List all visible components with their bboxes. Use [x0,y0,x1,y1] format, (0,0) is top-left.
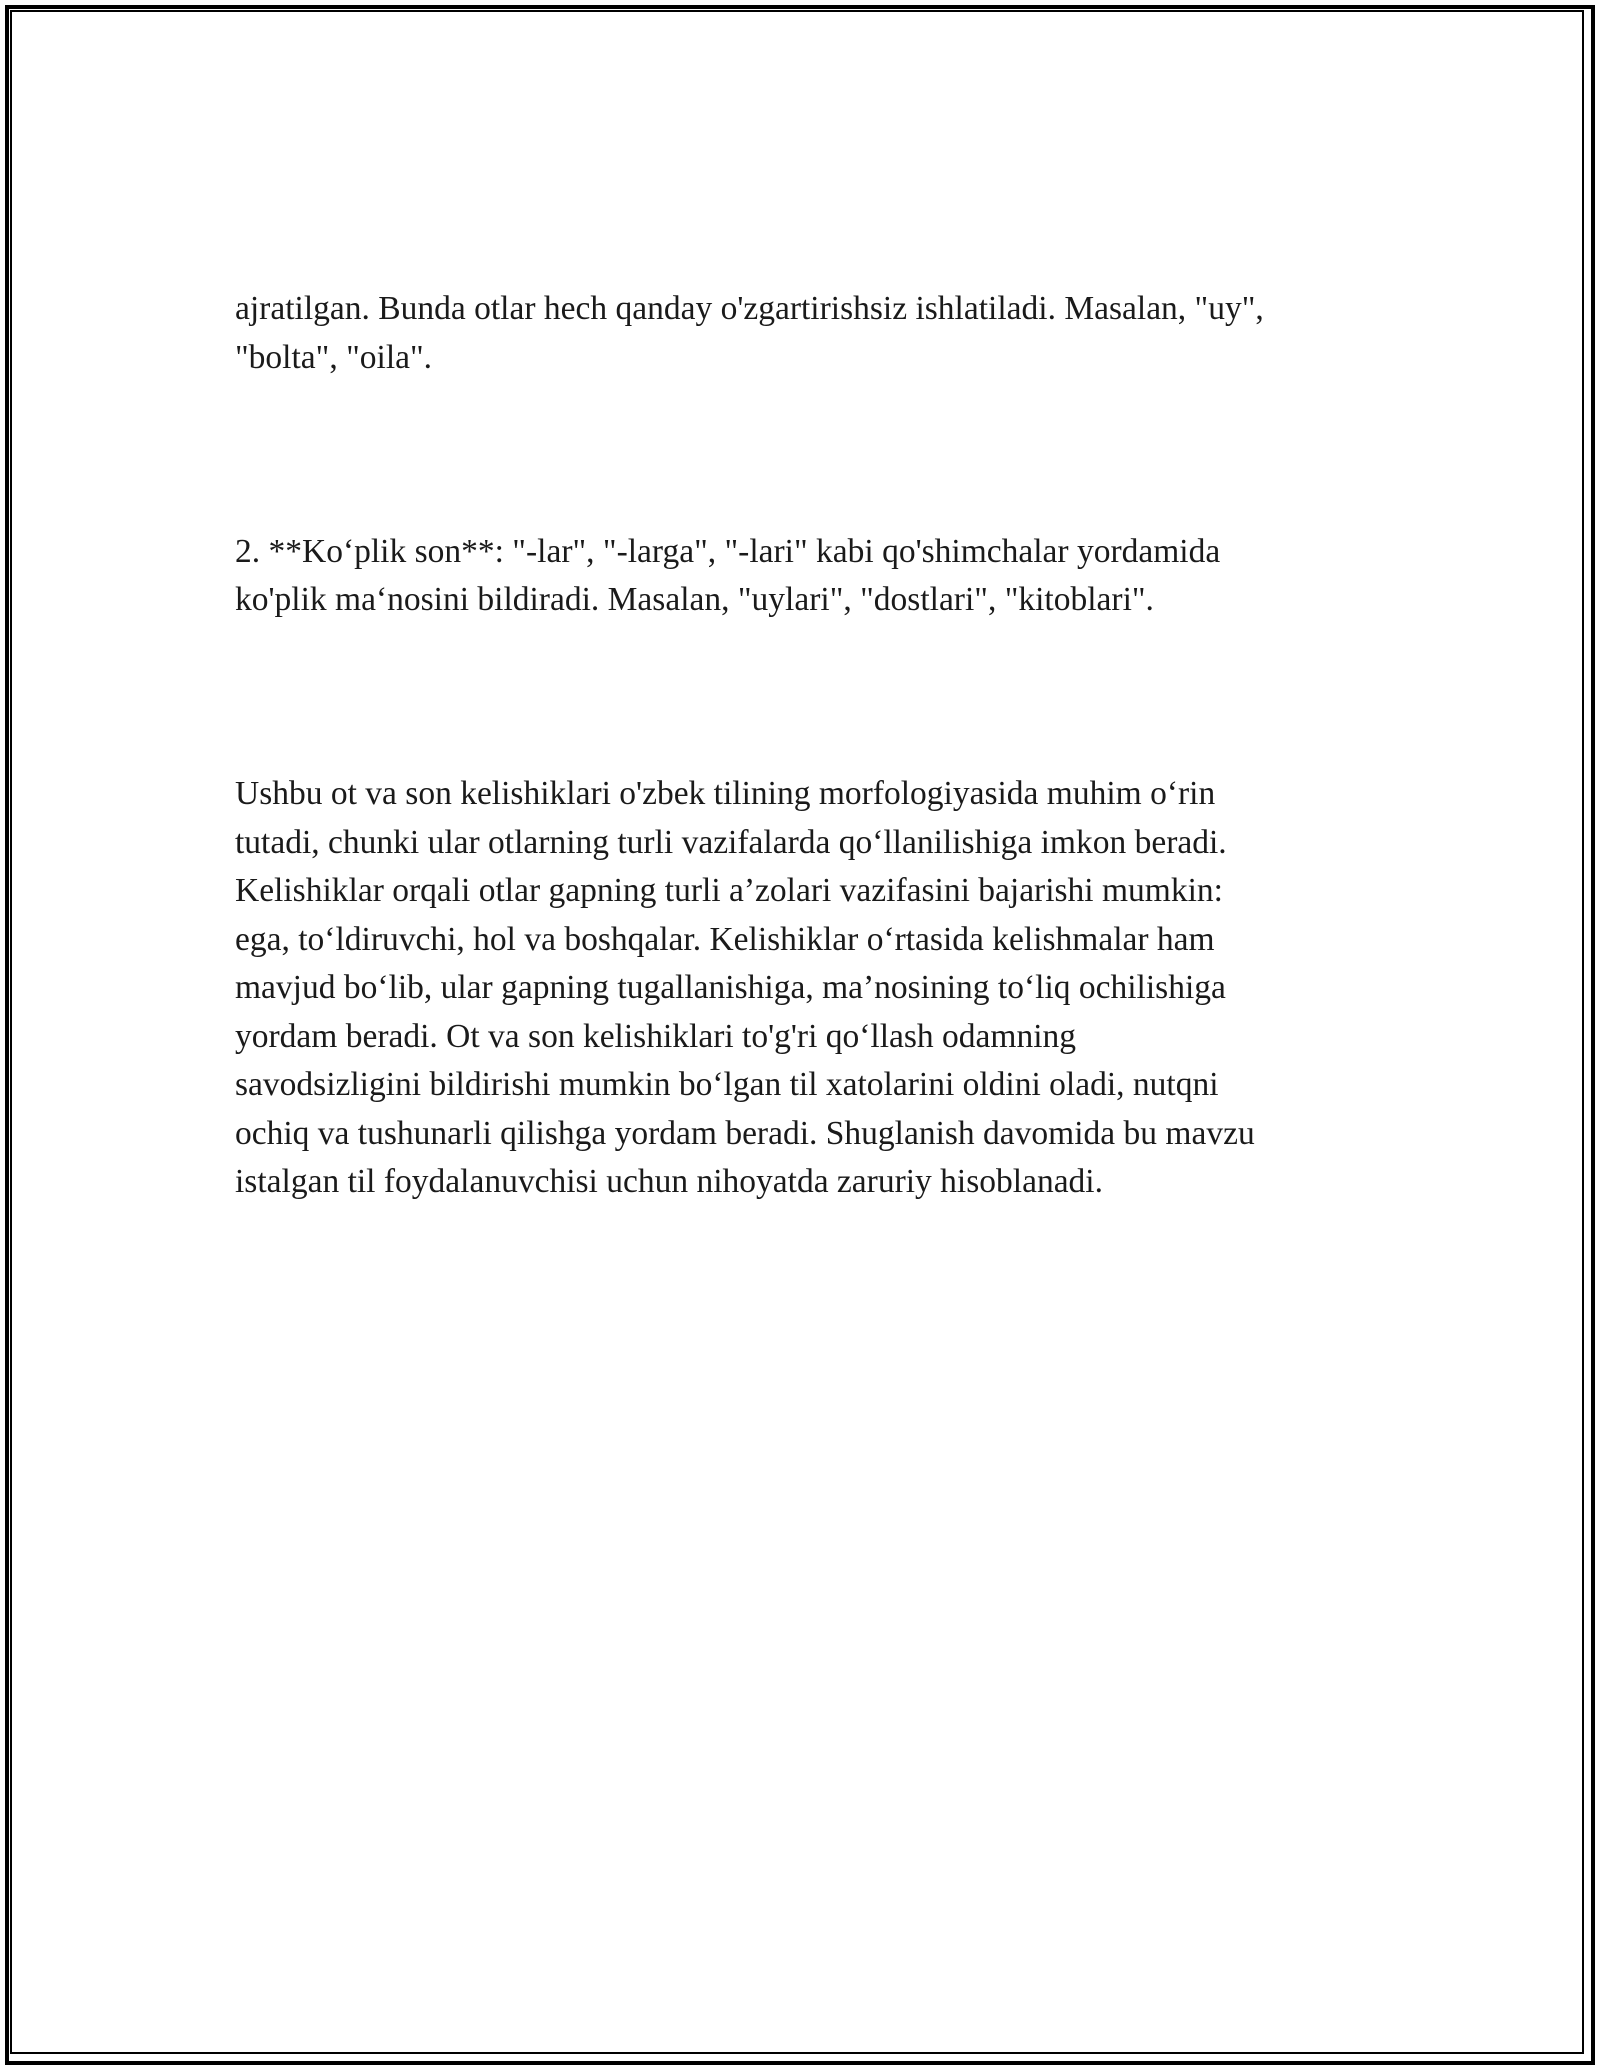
paragraph-plural: 2. **Ko‘plik son**: "-lar", "-larga", "-lari" kabi qo'shimchalar yordamida ko'plik ma‘nosini bildiradi. Masalan, "uylari", "dostlari", "kitoblari". [235,532,1221,618]
paragraph-conclusion: Ushbu ot va son kelishiklari o'zbek tilining morfologiyasida muhim o‘rin tutadi, chunki ular otlarning turli vazifalarda qo‘llanilishiga imkon beradi. Kelishiklar orqali otlar gapning turli a’zolari vazifasini bajarishi mumkin: ega, to‘ldiruvchi, hol va boshqalar. Kelishiklar o‘rtasida kelishmalar ham mavjud bo‘lib, ular gapning tugallanishiga, ma’nosining to‘liq ochilishiga yordam beradi. Ot va son kelishiklari to'g'ri qo‘llash odamning savodsizligini bildirishi mumkin bo‘lgan til xatolarini oldini oladi, nutqni ochiq va tushunarli qilishga yordam beradi. Shuglanish davomida bu mavzu istalgan til foydalanuvchisi uchun nihoyatda zaruriy hisoblanadi. [235,775,1255,1200]
paragraph-singular-note: ajratilgan. Bunda otlar hech qanday o'zgartirishsiz ishlatiladi. Masalan, "uy", "bolta", "oila". [235,290,1264,376]
document-body [235,188,1375,1304]
